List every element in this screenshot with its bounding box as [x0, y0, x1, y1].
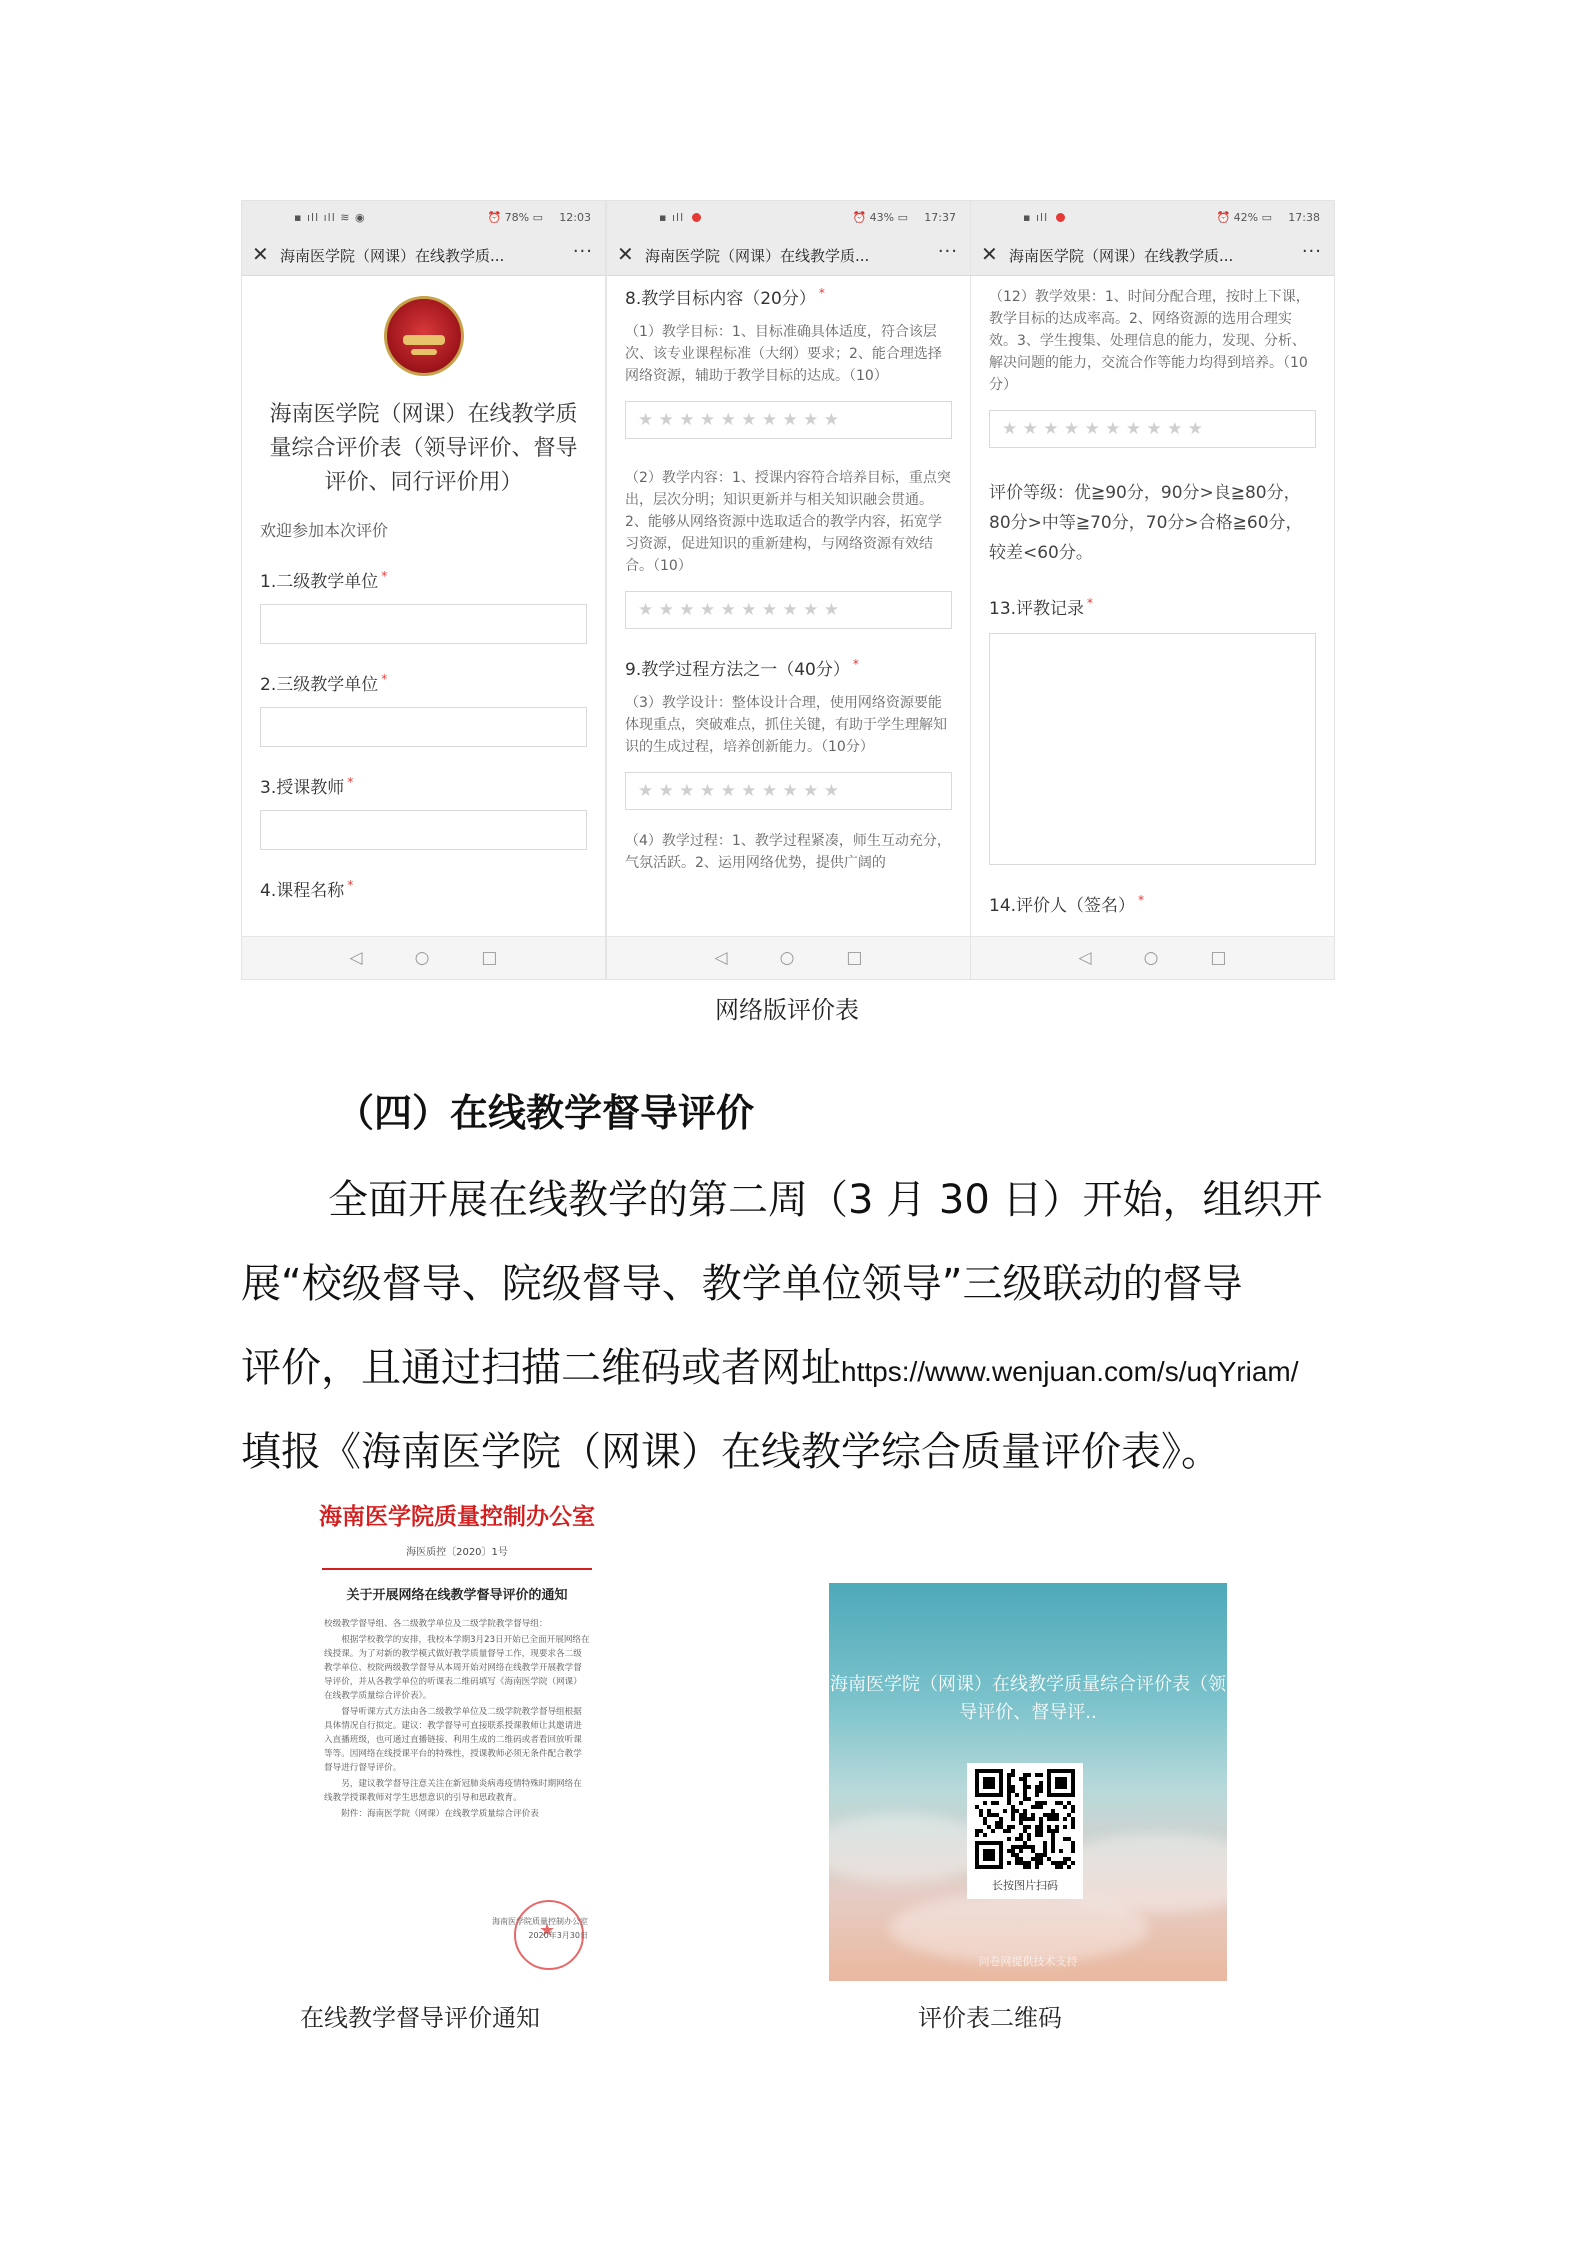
- back-icon[interactable]: ◁: [349, 948, 363, 968]
- signature-org: 海南医学院质量控制办公室: [492, 1917, 588, 1926]
- recents-icon[interactable]: □: [481, 948, 498, 968]
- star-rating[interactable]: ★ ★ ★ ★ ★ ★ ★ ★ ★ ★: [989, 410, 1316, 448]
- status-bar: [607, 201, 970, 233]
- required-star: *: [1087, 596, 1094, 611]
- required-star: *: [347, 878, 354, 893]
- qr-code-card: [829, 1583, 1227, 1981]
- criterion-text: （4）教学过程：1、教学过程紧凑，师生互动充分，气氛活跃。2、运用网络优势，提供广阔的: [625, 833, 951, 871]
- notice-attachment: 附件：海南医学院（网课）在线教学质量综合评价表: [341, 1809, 539, 1819]
- letterhead-divider: [322, 1568, 592, 1570]
- notice-paragraph: 督导听课方式方法由各二级教学单位及二级学院教学督导组根据具体情况自行拟定。建议：教学督导可直接联系授课教师让其邀请进入直播班级，也可通过直播链接、利用生成的二维码或者看回放听课等等。因网络在线授课平台的特殊性，授课教师必须无条件配合教学督导进行督导评价。: [324, 1707, 582, 1773]
- star-rating[interactable]: ★ ★ ★ ★ ★ ★ ★ ★ ★ ★: [625, 401, 952, 439]
- criterion-text: （12）教学效果：1、时间分配合理，按时上下课，教学目标的达成率高。2、网络资源的选用合理实效。3、学生搜集、处理信息的能力，发现、分析、解决问题的能力，交流合作等能力均得到培养。（10分）: [989, 289, 1310, 393]
- signal-icon: ▪ ıll ıll ≋ ◉: [294, 211, 366, 224]
- paragraph-line: 展“校级督导、院级督导、教学单位领导”三级联动的督导: [241, 1261, 1243, 1307]
- status-bar: [971, 201, 1334, 233]
- text-input[interactable]: [260, 810, 587, 850]
- recents-icon[interactable]: □: [846, 948, 863, 968]
- nav-title: 海南医学院（网课）在线教学质...: [280, 247, 505, 265]
- notice-signature: [492, 1915, 588, 1943]
- question-label: 4.课程名称 *: [260, 878, 354, 901]
- required-star: *: [347, 775, 354, 790]
- android-nav-bar: [971, 936, 1334, 979]
- notice-title: 关于开展网络在线教学督导评价的通知: [346, 1588, 568, 1603]
- signal-icon: ▪ ıll: [1023, 211, 1065, 224]
- question-label: 13.评教记录 *: [989, 596, 1094, 619]
- recents-icon[interactable]: □: [1210, 948, 1227, 968]
- question-label: 14.评价人（签名） *: [989, 893, 1145, 916]
- star-rating[interactable]: ★ ★ ★ ★ ★ ★ ★ ★ ★ ★: [625, 591, 952, 629]
- back-icon[interactable]: ◁: [1078, 948, 1092, 968]
- home-icon[interactable]: ○: [1143, 948, 1159, 968]
- battery-level: ⏰ 42% ▭: [1216, 211, 1272, 224]
- form-content: [607, 276, 970, 937]
- question-label: 1.二级教学单位 *: [260, 569, 388, 592]
- back-icon[interactable]: ◁: [714, 948, 728, 968]
- battery-level: ⏰ 43% ▭: [852, 211, 908, 224]
- grade-scale-text: 评价等级：优≧90分，90分>良≧80分，80分>中等≧70分，70分>合格≧60分，较差<60分。: [989, 483, 1303, 563]
- battery-level: ⏰ 78% ▭: [487, 211, 543, 224]
- qr-card-footer: 问卷网提供技术支持: [978, 1955, 1078, 1968]
- phone-screenshot-3: [970, 200, 1335, 980]
- phone-screenshot-2: [606, 200, 971, 980]
- required-star: *: [852, 657, 859, 672]
- qr-card-title: 海南医学院（网课）在线教学质量综合评价表（领导评价、督导评..: [830, 1674, 1226, 1723]
- text-input[interactable]: [260, 604, 587, 644]
- figure-caption-online-form: 网络版评价表: [715, 996, 859, 1024]
- university-logo: [384, 296, 464, 376]
- clock: 17:37: [924, 211, 956, 224]
- close-icon[interactable]: ✕: [252, 242, 269, 266]
- office-letterhead: 海南医学院质量控制办公室: [319, 1503, 595, 1530]
- section-heading: （四）在线教学督导评价: [336, 1091, 755, 1135]
- home-icon[interactable]: ○: [414, 948, 430, 968]
- required-star: *: [818, 286, 825, 301]
- notice-greeting: 校级教学督导组、各二级教学单位及二级学院教学督导组：: [324, 1619, 548, 1629]
- required-star: *: [1138, 893, 1145, 908]
- paragraph-line: 填报《海南医学院（网课）在线教学综合质量评价表》。: [241, 1429, 1221, 1475]
- app-navbar: [242, 233, 605, 276]
- phone-screenshot-1: [241, 200, 606, 980]
- question-label: 3.授课教师 *: [260, 775, 354, 798]
- home-icon[interactable]: ○: [779, 948, 795, 968]
- close-icon[interactable]: ✕: [617, 242, 634, 266]
- paragraph-line: 全面开展在线教学的第二周（3 月 30 日）开始，组织开: [328, 1177, 1323, 1223]
- form-content: [242, 276, 605, 937]
- more-icon[interactable]: ···: [572, 241, 593, 262]
- star-rating[interactable]: ★ ★ ★ ★ ★ ★ ★ ★ ★ ★: [625, 772, 952, 810]
- criterion-text: （1）教学目标：1、目标准确具体适度，符合该层次、该专业课程标准（大纲）要求；2、能合理选择网络资源，辅助于教学目标的达成。（10）: [625, 324, 942, 384]
- clock: 12:03: [559, 211, 591, 224]
- qr-hint: 长按图片扫码: [992, 1879, 1058, 1892]
- question-label: 2.三级教学单位 *: [260, 672, 388, 695]
- qr-code-icon: [975, 1769, 1075, 1869]
- figure-caption-qr: 评价表二维码: [918, 2004, 1062, 2032]
- clock: 17:38: [1288, 211, 1320, 224]
- form-content: [971, 276, 1334, 937]
- text-input[interactable]: [260, 707, 587, 747]
- notice-document: [316, 1490, 598, 1990]
- notice-paragraph: 另，建议教学督导注意关注在新冠肺炎病毒疫情特殊时期网络在线教学授课教师对学生思想意识的引导和思政教育。: [324, 1779, 582, 1803]
- close-icon[interactable]: ✕: [981, 242, 998, 266]
- signal-icon: ▪ ıll: [659, 211, 701, 224]
- figure-caption-notice: 在线教学督导评价通知: [300, 2004, 540, 2032]
- app-navbar: [971, 233, 1334, 276]
- record-textarea[interactable]: [989, 633, 1316, 865]
- notice-body: [316, 1617, 598, 1821]
- signature-date: 2020年3月30日: [528, 1931, 588, 1940]
- nav-title: 海南医学院（网课）在线教学质...: [1009, 247, 1234, 265]
- question-label: 8.教学目标内容（20分） *: [625, 286, 825, 309]
- required-star: *: [381, 569, 388, 584]
- status-bar: [242, 201, 605, 233]
- question-label: 9.教学过程方法之一（40分） *: [625, 657, 859, 680]
- app-navbar: [607, 233, 970, 276]
- form-title: 海南医学院（网课）在线教学质量综合评价表（领导评价、督导评价、同行评价用）: [269, 402, 578, 495]
- qr-code[interactable]: [967, 1763, 1083, 1899]
- required-star: *: [381, 672, 388, 687]
- android-nav-bar: [242, 936, 605, 979]
- android-nav-bar: [607, 936, 970, 979]
- criterion-text: （3）教学设计：整体设计合理，使用网络资源要能体现重点，突破难点，抓住关键，有助于学生理解知识的生成过程，培养创新能力。（10分）: [625, 695, 947, 755]
- paragraph-line: 评价，且通过扫描二维码或者网址https://www.wenjuan.com/s/uqYriam/: [241, 1345, 1299, 1391]
- welcome-text: 欢迎参加本次评价: [260, 521, 389, 540]
- more-icon[interactable]: ···: [1301, 241, 1322, 262]
- notice-paragraph: 根据学校教学的安排，我校本学期3月23日开始已全面开展网络在线授课。为了对新的教学模式做好教学质量督导工作，现要求各二级教学单位、校院两级教学督导从本周开始对网络在线教学开展教学督导评价，并从各教学单位的听课表二维码填写《海南医学院（网课）在线教学质量综合评价表》。: [324, 1635, 590, 1701]
- nav-title: 海南医学院（网课）在线教学质...: [645, 247, 870, 265]
- document-number: 海医质控〔2020〕1号: [406, 1547, 508, 1558]
- more-icon[interactable]: ···: [937, 241, 958, 262]
- survey-url-link[interactable]: https://www.wenjuan.com/s/uqYriam/: [841, 1356, 1299, 1387]
- criterion-text: （2）教学内容：1、授课内容符合培养目标，重点突出，层次分明；知识更新并与相关知识融会贯通。2、能够从网络资源中选取适合的教学内容，拓宽学习资源，促进知识的重新建构，与网络资源有效结合。（10）: [625, 470, 951, 574]
